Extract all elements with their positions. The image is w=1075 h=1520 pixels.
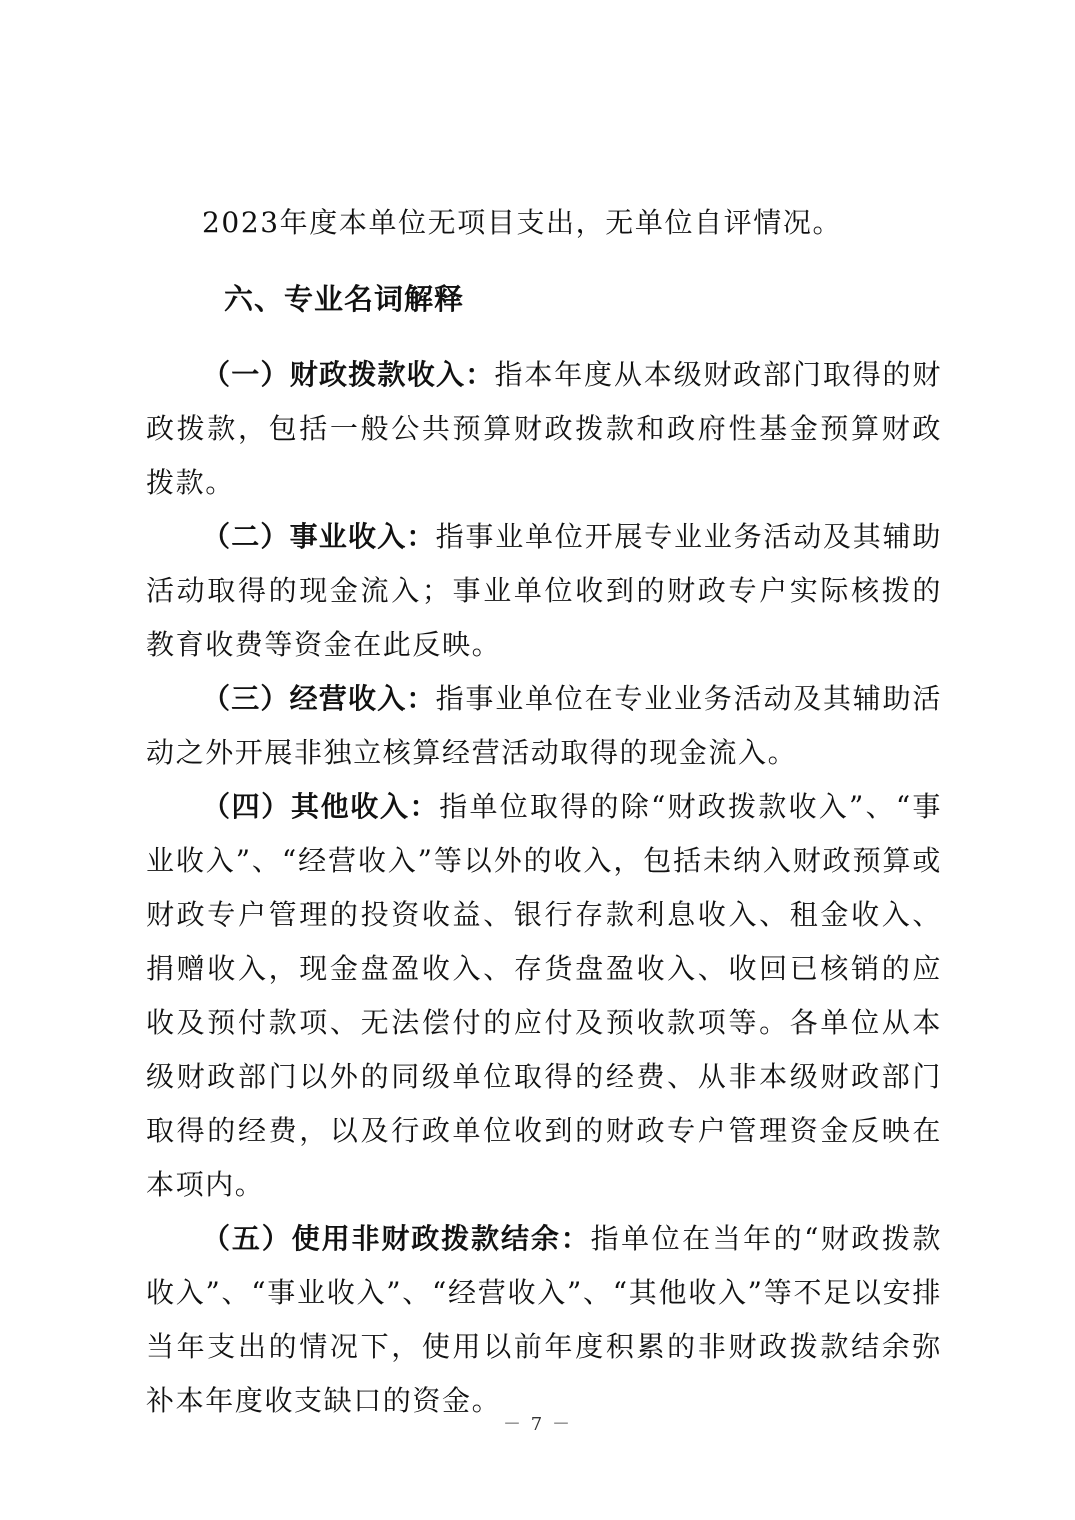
definition-text: 指本年度从本级财政部门取得的财政拨款，包括一般公共预算财政拨款和政府性基金预算财政拨款。 [146,358,942,499]
definition-paragraph-2 [146,510,942,672]
definition-term: （四）其他收入： [202,790,440,823]
definition-text: 指单位取得的除“财政拨款收入”、“事业收入”、“经营收入”等以外的收入，包括未纳入财政预算或财政专户管理的投资收益、银行存款利息收入、租金收入、捐赠收入，现金盘盈收入、存货盘盈收入、收回已核销的应收及预付款项、无法偿付的应付及预收款项等。各单位从本级财政部门以外的同级单位取得的经费、从非本级财政部门取得的经费，以及行政单位收到的财政专户管理资金反映在本项内。 [146,790,942,1201]
definition-term: （三）经营收入： [202,682,436,715]
definition-paragraph-4 [146,780,942,1212]
definition-paragraph-1 [146,348,942,510]
definition-term: （二）事业收入： [202,520,436,553]
definition-text: 指单位在当年的“财政拨款收入”、“事业收入”、“经营收入”、“其他收入”等不足以安排当年支出的情况下，使用以前年度积累的非财政拨款结余弥补本年度收支缺口的资金。 [146,1222,942,1417]
definition-text: 指事业单位在专业业务活动及其辅助活动之外开展非独立核算经营活动取得的现金流入。 [146,682,942,769]
definition-paragraph-3 [146,672,942,780]
definition-paragraph-5 [146,1212,942,1428]
definition-text: 指事业单位开展专业业务活动及其辅助活动取得的现金流入；事业单位收到的财政专户实际核拨的教育收费等资金在此反映。 [146,520,942,661]
page-number: － 7 － [503,1414,572,1435]
intro-paragraph: 2023年度本单位无项目支出，无单位自评情况。 [202,206,843,239]
definition-term: （五）使用非财政拨款结余： [202,1222,591,1255]
section-heading: 六、专业名词解释 [224,282,465,316]
document-body [146,196,942,1428]
definition-term: （一）财政拨款收入： [202,358,495,391]
